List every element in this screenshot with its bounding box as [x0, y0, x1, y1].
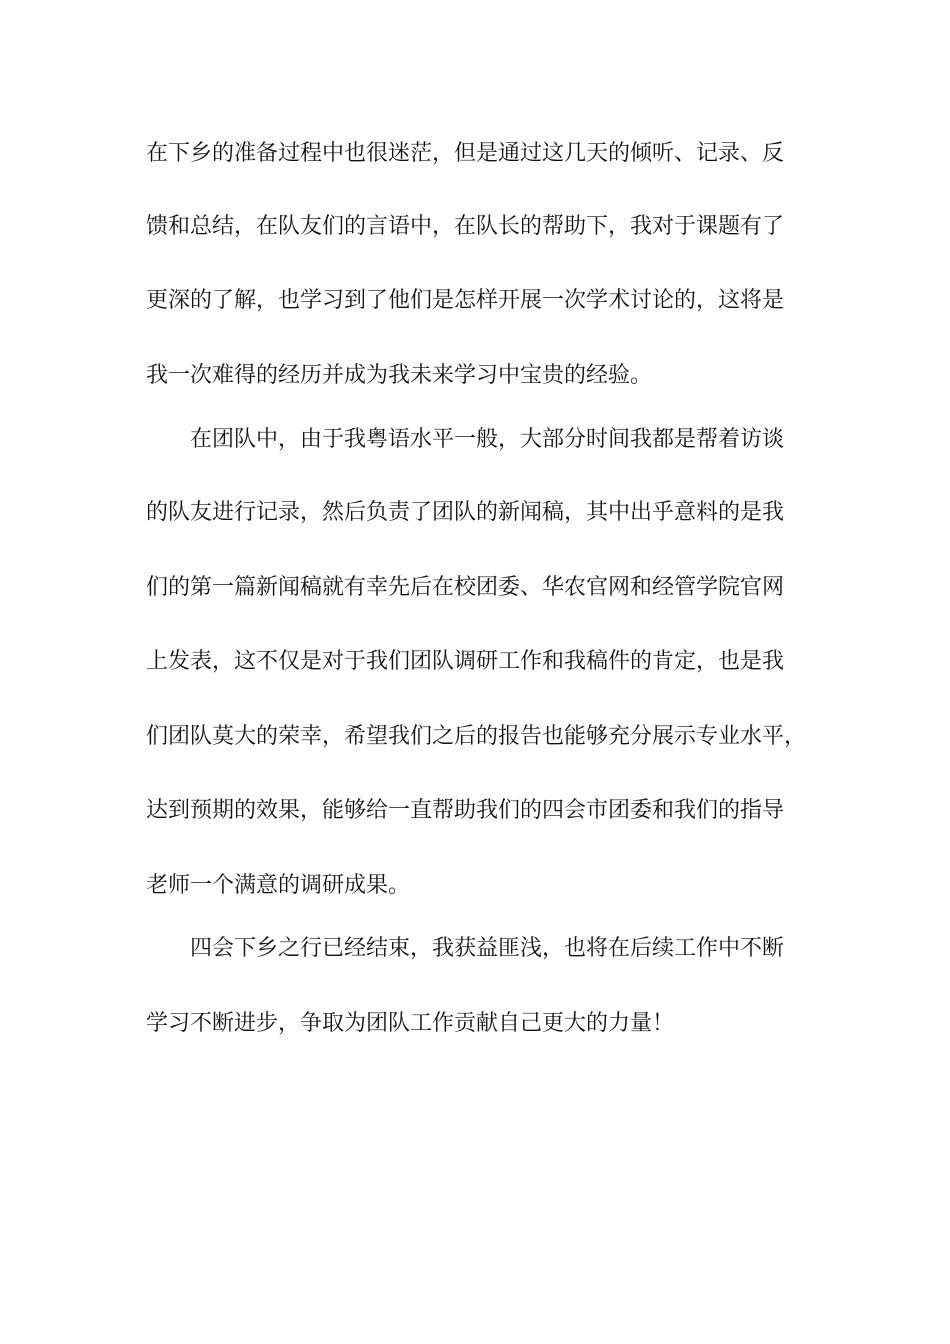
- text-line: 老师一个满意的调研成果。: [146, 873, 411, 898]
- text-line: 在团队中，由于我粤语水平一般，大部分时间我都是帮着访谈: [190, 427, 785, 452]
- text-line: 上发表，这不仅是对于我们团队调研工作和我稿件的肯定，也是我: [146, 649, 785, 674]
- text-line: 的队友进行记录，然后负责了团队的新闻稿，其中出乎意料的是我: [146, 500, 785, 525]
- text-line: 在下乡的准备过程中也很迷茫，但是通过这几天的倾听、记录、反: [146, 141, 785, 166]
- text-line: 更深的了解，也学习到了他们是怎样开展一次学术讨论的，这将是: [146, 288, 785, 313]
- text-line: 四会下乡之行已经结束，我获益匪浅，也将在后续工作中不断: [190, 936, 785, 961]
- text-line: 达到预期的效果，能够给一直帮助我们的四会市团委和我们的指导: [146, 798, 785, 823]
- text-line: 们团队莫大的荣幸，希望我们之后的报告也能够充分展示专业水平，: [146, 724, 806, 749]
- text-line: 们的第一篇新闻稿就有幸先后在校团委、华农官网和经管学院官网: [146, 575, 785, 600]
- text-line: 我一次难得的经历并成为我未来学习中宝贵的经验。: [146, 363, 653, 388]
- text-line: 馈和总结，在队友们的言语中，在队长的帮助下，我对于课题有了: [146, 214, 785, 239]
- text-line: 学习不断进步，争取为团队工作贡献自己更大的力量！: [146, 1011, 675, 1036]
